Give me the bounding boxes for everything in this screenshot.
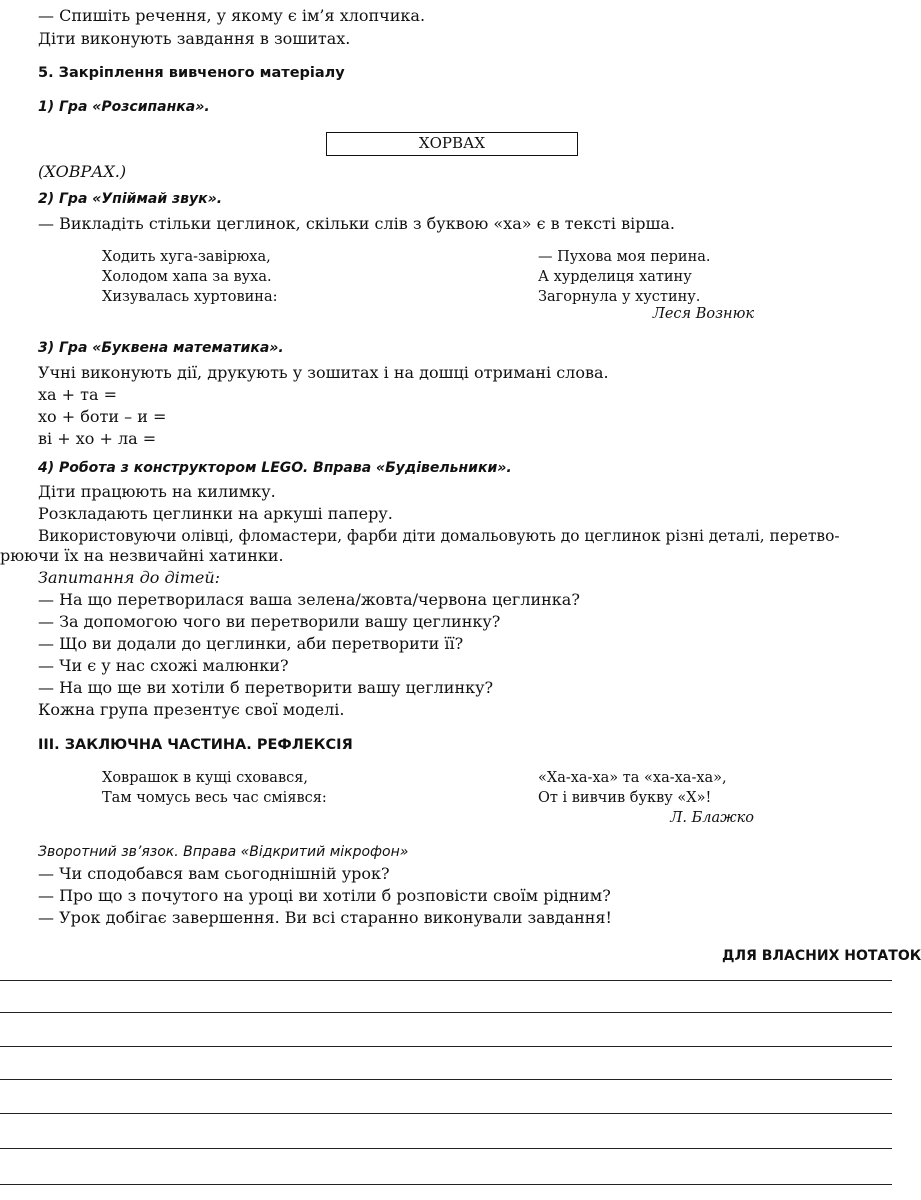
game-3-block xyxy=(38,363,609,449)
intro-line: — Спишіть речення, у якому є ім’я хлопчика. xyxy=(38,6,426,25)
questions-list xyxy=(38,590,580,720)
game-1-answer: (ХОВРАХ.) xyxy=(38,162,127,181)
poem-line: Ховрашок в кущі сховався, xyxy=(102,770,308,786)
feedback-heading: Зворотний зв’язок. Вправа «Відкритий мікрофон» xyxy=(38,844,409,860)
scrambled-word-box: ХОРВАХ xyxy=(326,132,578,156)
game-3-line: ві + хо + ла = xyxy=(38,429,157,448)
intro-block xyxy=(38,6,425,49)
poem-line: — Пухова моя перина. xyxy=(538,249,711,265)
game-4-wrap-line: рюючи їх на незвичайні хатинки. xyxy=(0,546,284,565)
poem-line: Холодом хапа за вуха. xyxy=(102,269,272,285)
poem-2-right xyxy=(538,768,727,808)
game-2-instruction: — Викладіть стільки цеглинок, скільки слів з буквою «ха» є в тексті вірша. xyxy=(38,214,675,233)
notes-heading: ДЛЯ ВЛАСНИХ НОТАТОК xyxy=(722,948,921,964)
feedback-line: — Чи сподобався вам сьогоднішній урок? xyxy=(38,864,390,883)
game-3-line: хо + боти – и = xyxy=(38,407,167,426)
poem-line: Хизувалась хуртовина: xyxy=(102,289,278,305)
game-4-line: Діти працюють на килимку. xyxy=(38,482,276,501)
question-item: — Чи є у нас схожі малюнки? xyxy=(38,656,289,675)
question-item: — Що ви додали до цеглинки, аби перетворити її? xyxy=(38,634,464,653)
poem-2-left xyxy=(102,768,327,808)
question-item: — На що перетворилася ваша зелена/жовта/червона цеглинка? xyxy=(38,590,580,609)
game-1-heading: 1) Гра «Розсипанка». xyxy=(38,99,210,115)
poem-1-right xyxy=(538,247,711,307)
game-2-heading: 2) Гра «Упіймай звук». xyxy=(38,191,223,207)
feedback-line: — Урок добігає завершення. Ви всі старанно виконували завдання! xyxy=(38,908,612,927)
section-5-heading: 5. Закріплення вивченого матеріалу xyxy=(38,65,345,81)
note-line xyxy=(0,1184,892,1185)
question-item: — На що ще ви хотіли б перетворити вашу цеглинку? xyxy=(38,678,494,697)
poem-line: Загорнула у хустину. xyxy=(538,289,701,305)
note-line xyxy=(0,1113,892,1114)
question-item: — За допомогою чого ви перетворили вашу цеглинку? xyxy=(38,612,501,631)
poem-line: «Ха-ха-ха» та «ха-ха-ха», xyxy=(538,770,727,786)
poem-line: От і вивчив букву «Х»! xyxy=(538,790,712,806)
question-item: Кожна група презентує свої моделі. xyxy=(38,700,345,719)
note-line xyxy=(0,1079,892,1080)
feedback-line: — Про що з почутого на уроці ви хотіли б розповісти своїм рідним? xyxy=(38,886,611,905)
game-4-line: Використовуючи олівці, фломастери, фарби діти домальовують до цеглинок різні деталі, перетво- xyxy=(38,527,840,545)
poem-2-author: Л. Блажко xyxy=(670,810,754,826)
game-4-heading: 4) Робота з конструктором LEGO. Вправа «Будівельники». xyxy=(38,460,512,476)
poem-1-left xyxy=(102,247,277,307)
poem-line: А хурделиця хатину xyxy=(538,269,692,285)
game-3-heading: 3) Гра «Буквена математика». xyxy=(38,340,284,356)
note-line xyxy=(0,1012,892,1013)
intro-line: Діти виконують завдання в зошитах. xyxy=(38,29,351,48)
poem-line: Там чомусь весь час сміявся: xyxy=(102,790,327,806)
game-4-line: Розкладають цеглинки на аркуші паперу. xyxy=(38,504,393,523)
game-4-block xyxy=(38,482,840,546)
poem-line: Ходить хуга-завірюха, xyxy=(102,249,271,265)
note-line xyxy=(0,1148,892,1149)
note-line xyxy=(0,980,892,981)
feedback-block xyxy=(38,864,612,928)
game-3-line: ха + та = xyxy=(38,385,118,404)
game-3-line: Учні виконують дії, друкують у зошитах і на дошці отримані слова. xyxy=(38,363,609,382)
section-3-heading: III. ЗАКЛЮЧНА ЧАСТИНА. РЕФЛЕКСІЯ xyxy=(38,737,353,753)
questions-label: Запитання до дітей: xyxy=(38,568,221,587)
poem-1-author: Леся Вознюк xyxy=(652,306,754,322)
note-line xyxy=(0,1046,892,1047)
